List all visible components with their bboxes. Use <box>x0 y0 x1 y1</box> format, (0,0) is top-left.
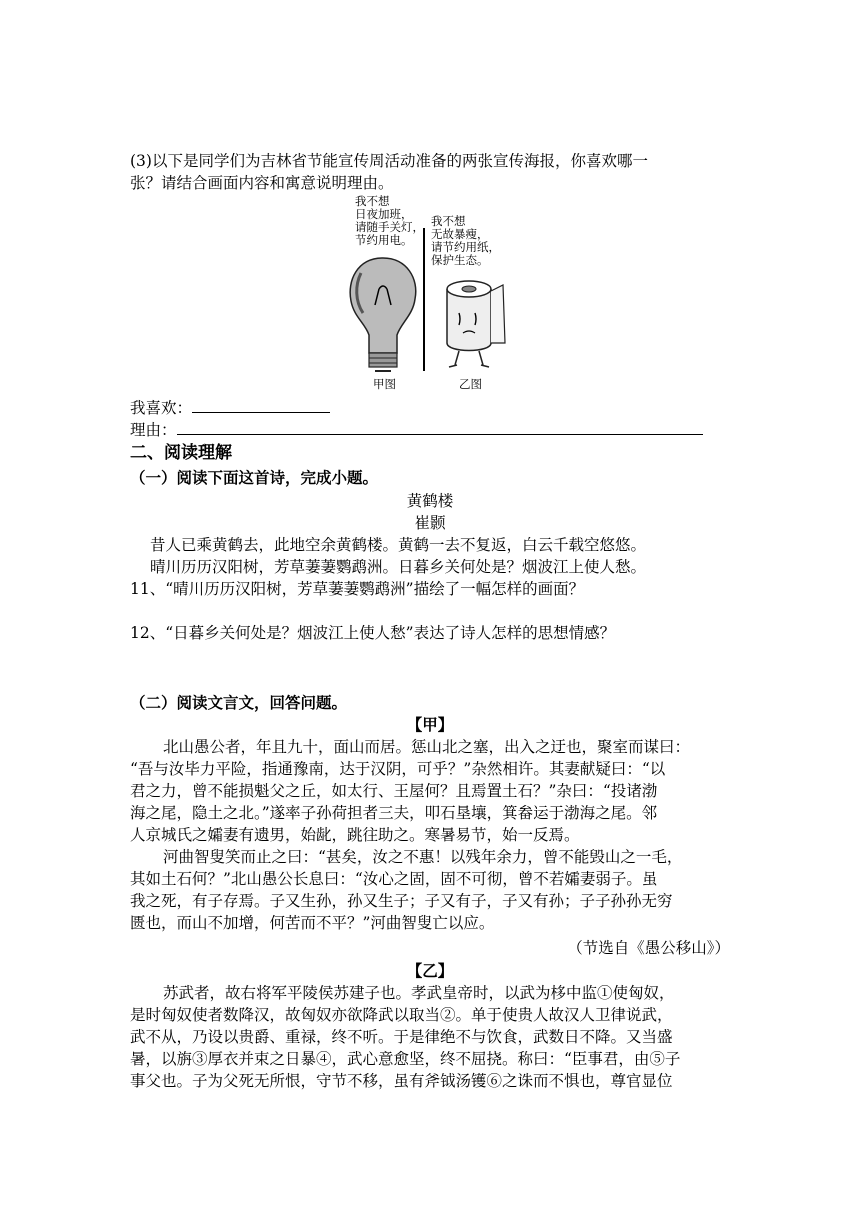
reason-label: 理由： <box>130 421 177 439</box>
passage-yi-line: 是时匈奴使者数降汉，故匈奴亦欲降武以取当②。单于使贵人故汉人卫律说武， <box>130 1006 673 1024</box>
poem-title: 黄鹤楼 <box>406 492 454 510</box>
poster-left-caption: 甲图 <box>373 377 396 391</box>
passage-yi-line: 事父也。子为父死无所恨，守节不移，虽有斧钺汤镬⑥之诛而不惧也，尊官显位 <box>130 1072 673 1090</box>
paper-roll-icon <box>447 281 505 367</box>
poster-right-text <box>431 215 500 267</box>
section-title: 二、阅读理解 <box>130 443 232 463</box>
passage-yi-line: 暑，以旃③厚衣并束之日暴④，武心意愈坚，终不屈挠。称曰：“臣事君，由⑤子 <box>130 1050 681 1068</box>
poster-right-line: 我不想 <box>431 214 466 228</box>
poem-line-2: 晴川历历汉阳树，芳草萋萋鹦鹉洲。日暮乡关何处是？烟波江上使人愁。 <box>150 558 647 576</box>
passage-jia-line: 人京城氏之孀妻有遗男，始龀，跳往助之。寒暑易节，始一反焉。 <box>130 826 580 844</box>
passage-jia-line: 我之死，有子存焉。子又生孙，孙又生子；子又有子，子又有孙；子子孙孙无穷 <box>130 892 673 910</box>
poster-right-line: 请节约用纸， <box>431 240 500 254</box>
poster-right-caption: 乙图 <box>459 377 482 391</box>
poster-left-text <box>355 195 424 247</box>
like-label: 我喜欢： <box>130 399 193 417</box>
part-1-title: （一）阅读下面这首诗，完成小题。 <box>130 469 379 487</box>
question-12: 12、“日暮乡关何处是？烟波江上使人愁”表达了诗人怎样的思想情感？ <box>130 624 616 642</box>
poster-illustration <box>335 193 515 393</box>
poem-line-1: 昔人已乘黄鹤去，此地空余黄鹤楼。黄鹤一去不复返，白云千载空悠悠。 <box>150 536 647 554</box>
passage-jia-line: 海之尾，隐土之北。”遂率子孙荷担者三夫，叩石垦壤，箕畚运于渤海之尾。邻 <box>130 804 658 822</box>
light-bulb-icon <box>350 258 416 371</box>
reason-answer-blank[interactable] <box>177 420 703 435</box>
poster-right-line: 保护生态。 <box>431 253 489 267</box>
poster-left-line: 节约用电。 <box>355 233 413 247</box>
question-3-line-1: (3)以下是同学们为吉林省节能宣传周活动准备的两张宣传海报，你喜欢哪一 <box>130 152 648 170</box>
passage-yi-line: 苏武者，故右将军平陵侯苏建子也。孝武皇帝时，以武为栘中监①使匈奴， <box>163 984 675 1002</box>
passage-yi-line: 武不从，乃设以贵爵、重禄，终不听。于是律绝不与饮食，武数日不降。又当盛 <box>130 1028 673 1046</box>
poem-author: 崔颢 <box>414 514 446 532</box>
reason-row <box>130 419 730 441</box>
like-row <box>130 397 730 419</box>
poster-right-line: 无故暴瘦， <box>431 227 489 241</box>
passage-jia-line: 北山愚公者，年且九十，面山而居。惩山北之塞，出入之迂也，聚室而谋曰： <box>163 738 691 756</box>
like-answer-blank[interactable] <box>192 398 330 413</box>
poster-left-line: 我不想 <box>355 194 390 208</box>
question-11: 11、“晴川历历汉阳树，芳草萋萋鹦鹉洲”描绘了一幅怎样的画面？ <box>130 580 585 598</box>
passage-jia-title: 【甲】 <box>406 716 454 734</box>
passage-yi-title: 【乙】 <box>406 962 454 980</box>
passage-jia-line: 河曲智叟笑而止之曰：“甚矣，汝之不惠！以残年余力，曾不能毁山之一毛， <box>163 848 683 866</box>
passage-jia-line: 匮也，而山不加增，何苦而不平？”河曲智叟亡以应。 <box>130 914 495 932</box>
question-3-line-2: 张？请结合画面内容和寓意说明理由。 <box>130 174 394 192</box>
passage-jia-line: 君之力，曾不能损魁父之丘，如太行、王屋何？且焉置土石？”杂曰：“投诸渤 <box>130 782 658 800</box>
poster-left-line: 请随手关灯， <box>355 220 424 234</box>
poster-left-line: 日夜加班， <box>355 207 413 221</box>
passage-jia-source: （节选自《愚公移山》） <box>567 939 730 957</box>
passage-jia-line: “吾与汝毕力平险，指通豫南，达于汉阴，可乎？”杂然相许。其妻献疑曰：“以 <box>130 760 666 778</box>
passage-jia-line: 其如土石何？”北山愚公长息曰：“汝心之固，固不可彻，曾不若孀妻弱子。虽 <box>130 870 658 888</box>
part-2-title: （二）阅读文言文，回答问题。 <box>130 694 348 712</box>
